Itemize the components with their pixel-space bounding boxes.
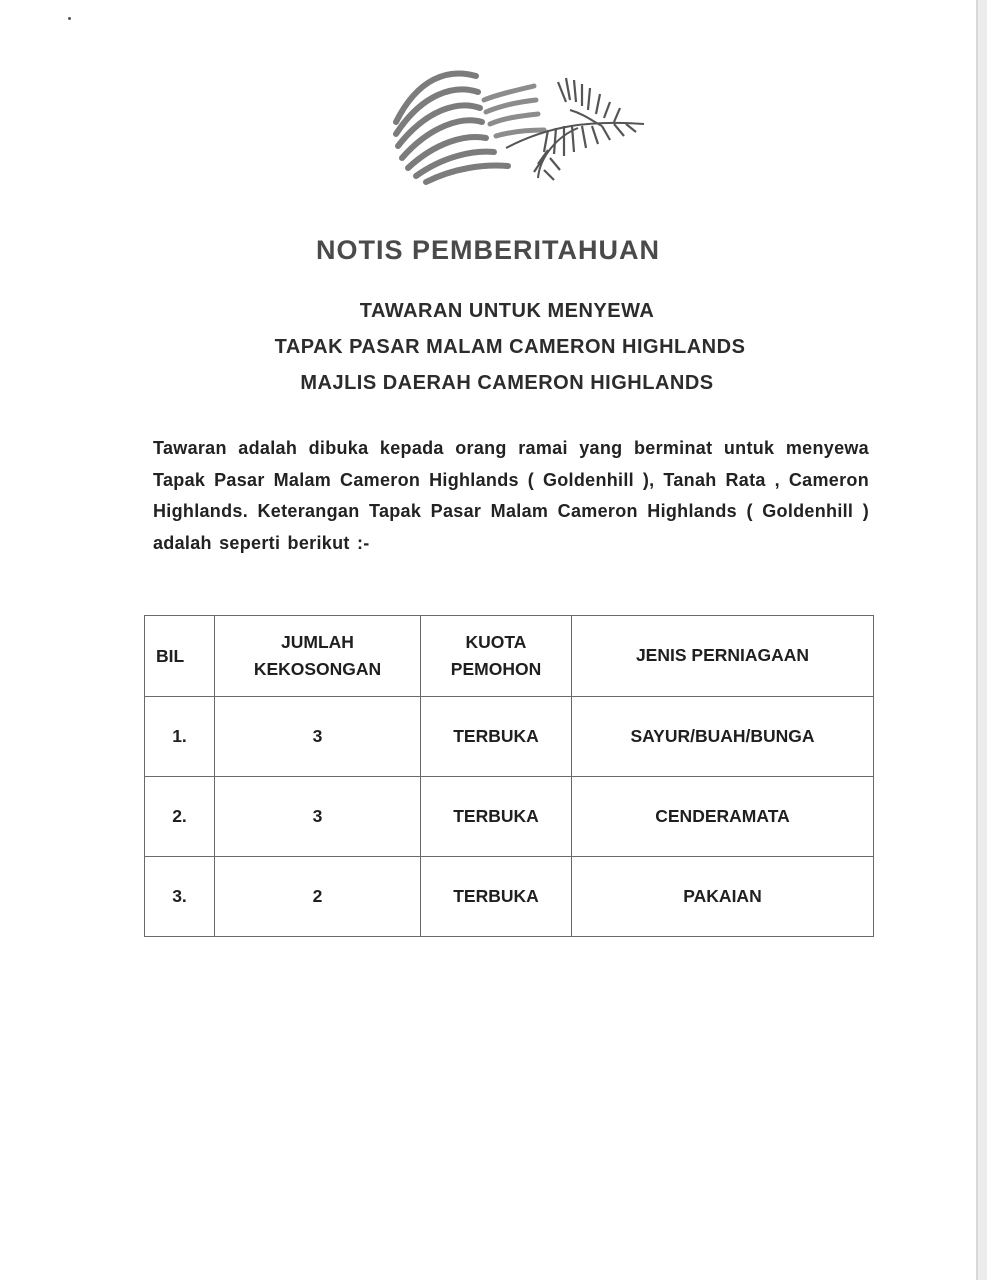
header-kuota-pemohon — [421, 616, 572, 697]
header-jumlah-kekosongan — [215, 616, 421, 697]
table-header-row — [145, 616, 874, 697]
cell-jenis: SAYUR/BUAH/BUNGA — [572, 697, 874, 777]
mdch-logo — [388, 60, 650, 202]
cell-jumlah: 3 — [215, 697, 421, 777]
header-jumlah-line-2: KEKOSONGAN — [253, 659, 382, 679]
table-row — [145, 697, 874, 777]
mdch-logo-graphic — [388, 60, 650, 202]
cell-bil: 2. — [145, 777, 215, 857]
cell-kuota: TERBUKA — [421, 697, 572, 777]
scan-speck — [68, 17, 71, 20]
table-row — [145, 777, 874, 857]
cell-jenis: CENDERAMATA — [572, 777, 874, 857]
cell-jumlah: 3 — [215, 777, 421, 857]
cell-bil: 3. — [145, 857, 215, 937]
header-kuota-line-1: KUOTA — [465, 632, 527, 652]
subtitle-line-3: MAJLIS DAERAH CAMERON HIGHLANDS — [300, 372, 714, 394]
header-jumlah-line-1: JUMLAH — [281, 632, 354, 652]
cell-jenis: PAKAIAN — [572, 857, 874, 937]
subtitle-line-2: TAPAK PASAR MALAM CAMERON HIGHLANDS — [274, 336, 746, 358]
vacancy-table — [144, 615, 874, 937]
notice-title: NOTIS PEMBERITAHUAN — [315, 235, 660, 265]
header-bil: BIL — [145, 616, 215, 697]
cell-bil: 1. — [145, 697, 215, 777]
header-jenis-perniagaan: JENIS PERNIAGAAN — [572, 616, 874, 697]
intro-paragraph: Tawaran adalah dibuka kepada orang ramai yang berminat untuk menyewa Tapak Pasar Malam Cameron Highlands ( Goldenhill ), Tanah Rata , Cameron Highlands. Keterangan Tapak Pasar Malam Cameron Highlands ( Goldenhill ) adalah seperti berikut :- — [153, 438, 869, 553]
table-row — [145, 857, 874, 937]
subtitle-line-1: TAWARAN UNTUK MENYEWA — [359, 300, 655, 322]
cell-kuota: TERBUKA — [421, 777, 572, 857]
header-kuota-line-2: PEMOHON — [450, 659, 542, 679]
cell-jumlah: 2 — [215, 857, 421, 937]
cell-kuota: TERBUKA — [421, 857, 572, 937]
